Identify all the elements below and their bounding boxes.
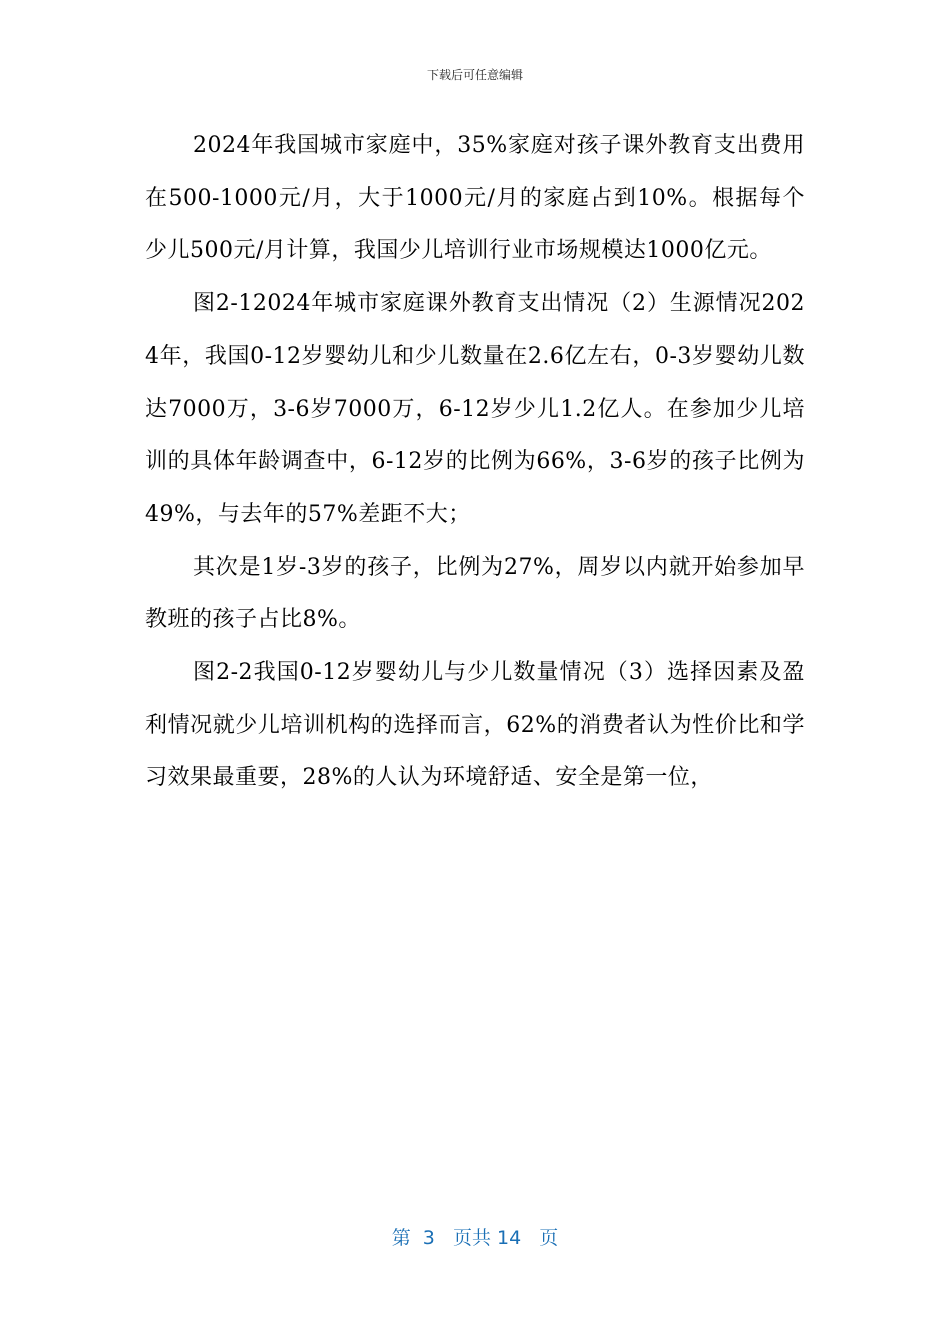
header-note: 下载后可任意编辑 <box>426 68 523 82</box>
page-number-footer: 第 3 页共 14 页 <box>391 1227 559 1249</box>
document-body <box>145 120 805 805</box>
paragraph-age-groups: 其次是1岁-3岁的孩子，比例为27%，周岁以内就开始参加早教班的孩子占比8%。 <box>145 554 805 633</box>
paragraph-student-source: 图2-12024年城市家庭课外教育支出情况（2）生源情况2024年，我国0-12岁婴幼儿和少儿数量在2.6亿左右，0-3岁婴幼儿数达7000万，3-6岁7000万，6-12岁少儿1.2亿人。在参加少儿培训的具体年龄调查中，6-12岁的比例为66%，3-6岁的孩子比例为49%，与去年的57%差距不大； <box>145 291 805 527</box>
paragraph-expenditure: 2024年我国城市家庭中，35%家庭对孩子课外教育支出费用在500-1000元/月，大于1000元/月的家庭占到10%。根据每个少儿500元/月计算，我国少儿培训行业市场规模达1000亿元。 <box>145 133 805 264</box>
paragraph-selection-factors: 图2-2我国0-12岁婴幼儿与少儿数量情况（3）选择因素及盈利情况就少儿培训机构的选择而言，62%的消费者认为性价比和学习效果最重要，28%的人认为环境舒适、安全是第一位， <box>145 660 805 791</box>
